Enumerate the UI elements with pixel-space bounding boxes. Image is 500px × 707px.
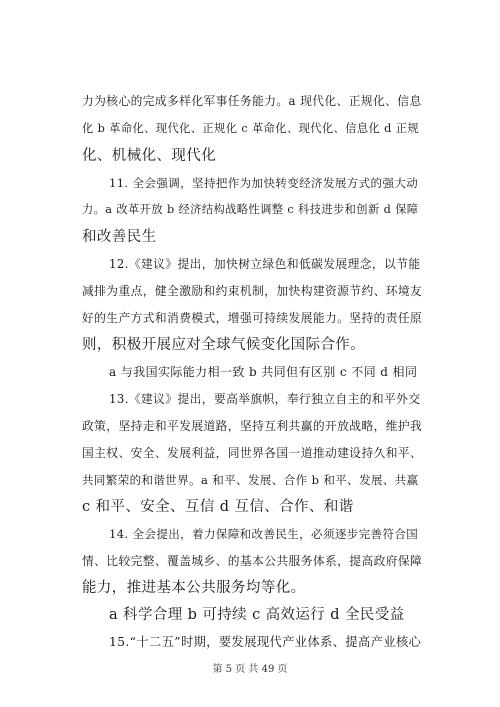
- text-line: 国主权、安全、发展利益，同世界各国一道推动建设持久和平、: [82, 446, 423, 460]
- question-12: 12.《建议》提出，加快树立绿色和低碳发展理念，以节能: [109, 257, 421, 271]
- answer-options: a 与我国实际能力相一致 b 共同但有区别 c 不同 d 相同: [109, 365, 418, 379]
- answer-options: a 科学合理 b 可持续 c 高效运行 d 全民受益: [109, 607, 405, 623]
- text-line: 能力，推进基本公共服务均等化。: [82, 580, 306, 596]
- question-14: 14. 全会提出，着力保障和改善民生，必须逐步完善符合国: [109, 527, 419, 541]
- text-line: 和改善民生: [82, 229, 157, 245]
- text-line: 情、比较完整、覆盖城乡、的基本公共服务体系，提高政府保障: [82, 554, 423, 568]
- text-line: 好的生产方式和消费模式，增强可持续发展能力。坚持的责任原: [82, 311, 423, 325]
- text-line: 共同繁荣的和谐世界。a 和平、发展、合作 b 和平、发展、共赢: [82, 473, 419, 487]
- page-number-footer: 第 5 页 共 49 页: [212, 664, 288, 675]
- text-line: 化 b 革命化、现代化、正规化 c 革命化、现代化、信息化 d 正规: [82, 122, 420, 135]
- text-line: 化、机械化、现代化: [82, 148, 217, 164]
- text-line: 政策，坚持走和平发展道路，坚持互利共赢的开放战略，维护我: [82, 419, 423, 433]
- text-line: 则，积极开展应对全球气候变化国际合作。: [82, 337, 366, 353]
- text-line: 力。a 改革开放 b 经济结构战略性调整 c 科技进步和创新 d 保障: [82, 203, 419, 216]
- question-13: 13.《建议》提出，要高举旗帜，奉行独立自主的和平外交: [109, 392, 421, 406]
- text-line: c 和平、安全、互信 d 互信、合作、和谐: [82, 499, 354, 515]
- question-15: 15.“十二五”时期，要发展现代产业体系、提高产业核心: [109, 635, 422, 649]
- text-line: 减排为重点，健全激励和约束机制，加快构建资源节约、环境友: [82, 284, 423, 298]
- question-11: 11. 全会强调，坚持把作为加快转变经济发展方式的强大动: [109, 176, 419, 190]
- text-line: 力为核心的完成多样化军事任务能力。a 现代化、正规化、信息: [82, 94, 422, 108]
